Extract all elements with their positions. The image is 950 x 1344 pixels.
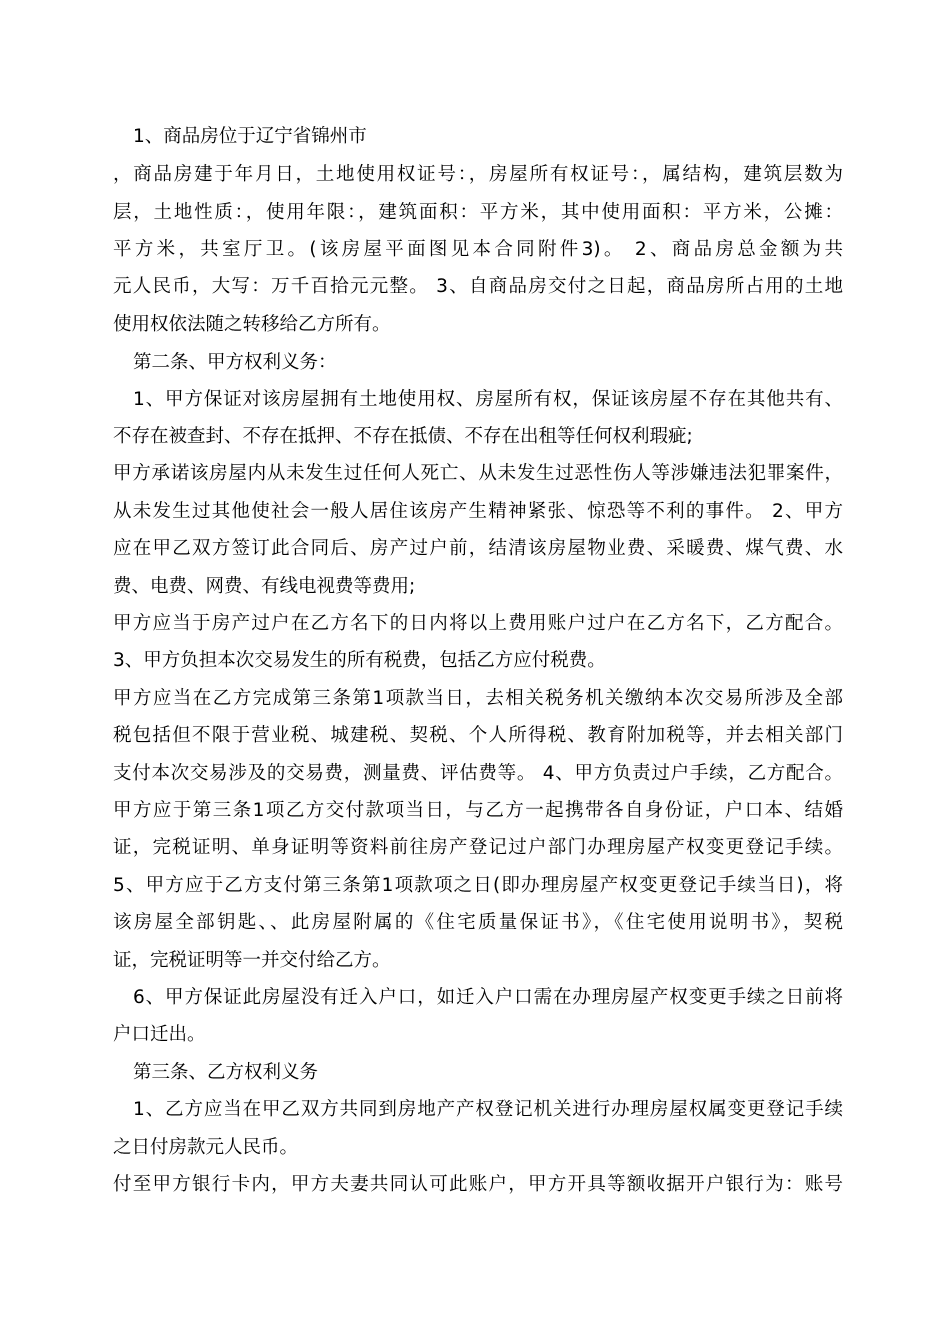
text-line: 从未发生过其他使社会一般人居住该房产生精神紧张、惊恐等不利的事件。 2、甲方 (113, 501, 843, 522)
text-line: 费、电费、网费、有线电视费等费用; (113, 576, 416, 597)
text-line: 平方米，共室厅卫。(该房屋平面图见本合同附件3)。 2、商品房总金额为共 (113, 239, 843, 260)
section-heading: 第三条、乙方权利义务 (133, 1062, 319, 1083)
text-line: 甲方承诺该房屋内从未发生过任何人死亡、从未发生过恶性伤人等涉嫌违法犯罪案件， (113, 463, 843, 484)
section-heading: 第二条、甲方权利义务： (133, 352, 337, 373)
text-line: 税包括但不限于营业税、城建税、契税、个人所得税、教育附加税等，并去相关部门 (113, 725, 843, 746)
text-line: 5、甲方应于乙方支付第三条第1项款项之日(即办理房屋产权变更登记手续当日)，将 (113, 875, 843, 896)
text-line: 层，土地性质：，使用年限：，建筑面积：平方米，其中使用面积：平方米，公摊： (113, 202, 843, 223)
text-line: 证，完税证明等一并交付给乙方。 (113, 950, 391, 971)
text-line: 之日付房款元人民币。 (113, 1137, 299, 1158)
text-line: ，商品房建于年月日，土地使用权证号：，房屋所有权证号：，属结构，建筑层数为 (113, 164, 843, 185)
text-line: 证，完税证明、单身证明等资料前往房产登记过户部门办理房屋产权变更登记手续。 (113, 837, 843, 858)
text-line: 甲方应于第三条1项乙方交付款项当日，与乙方一起携带各自身份证，户口本、结婚 (113, 800, 843, 821)
text-line: 支付本次交易涉及的交易费，测量费、评估费等。 4、甲方负责过户手续，乙方配合。 (113, 763, 843, 784)
text-line: 1、商品房位于辽宁省锦州市 (133, 126, 367, 147)
text-line: 付至甲方银行卡内，甲方夫妻共同认可此账户，甲方开具等额收据开户银行为：账号 (113, 1174, 843, 1195)
text-line: 甲方应当于房产过户在乙方名下的日内将以上费用账户过户在乙方名下，乙方配合。 (113, 613, 843, 634)
text-line: 1、甲方保证对该房屋拥有土地使用权、房屋所有权，保证该房屋不存在其他共有、 (133, 389, 843, 410)
text-line: 户口迁出。 (113, 1024, 206, 1045)
text-line: 1、乙方应当在甲乙双方共同到房地产产权登记机关进行办理房屋权属变更登记手续 (133, 1099, 843, 1120)
text-line: 3、甲方负担本次交易发生的所有税费，包括乙方应付税费。 (113, 650, 606, 671)
text-line: 甲方应当在乙方完成第三条第1项款当日，去相关税务机关缴纳本次交易所涉及全部 (113, 688, 843, 709)
text-line: 元人民币，大写：万千百拾元元整。 3、自商品房交付之日起，商品房所占用的土地 (113, 276, 843, 297)
text-line: 使用权依法随之转移给乙方所有。 (113, 314, 391, 335)
text-line: 6、甲方保证此房屋没有迁入户口，如迁入户口需在办理房屋产权变更手续之日前将 (133, 987, 843, 1008)
text-line: 不存在被查封、不存在抵押、不存在抵债、不存在出租等任何权利瑕疵; (113, 426, 693, 447)
text-line: 应在甲乙双方签订此合同后、房产过户前，结清该房屋物业费、采暖费、煤气费、水 (113, 538, 843, 559)
text-line: 该房屋全部钥匙、、此房屋附属的《住宅质量保证书》，《住宅使用说明书》，契税 (113, 912, 843, 933)
